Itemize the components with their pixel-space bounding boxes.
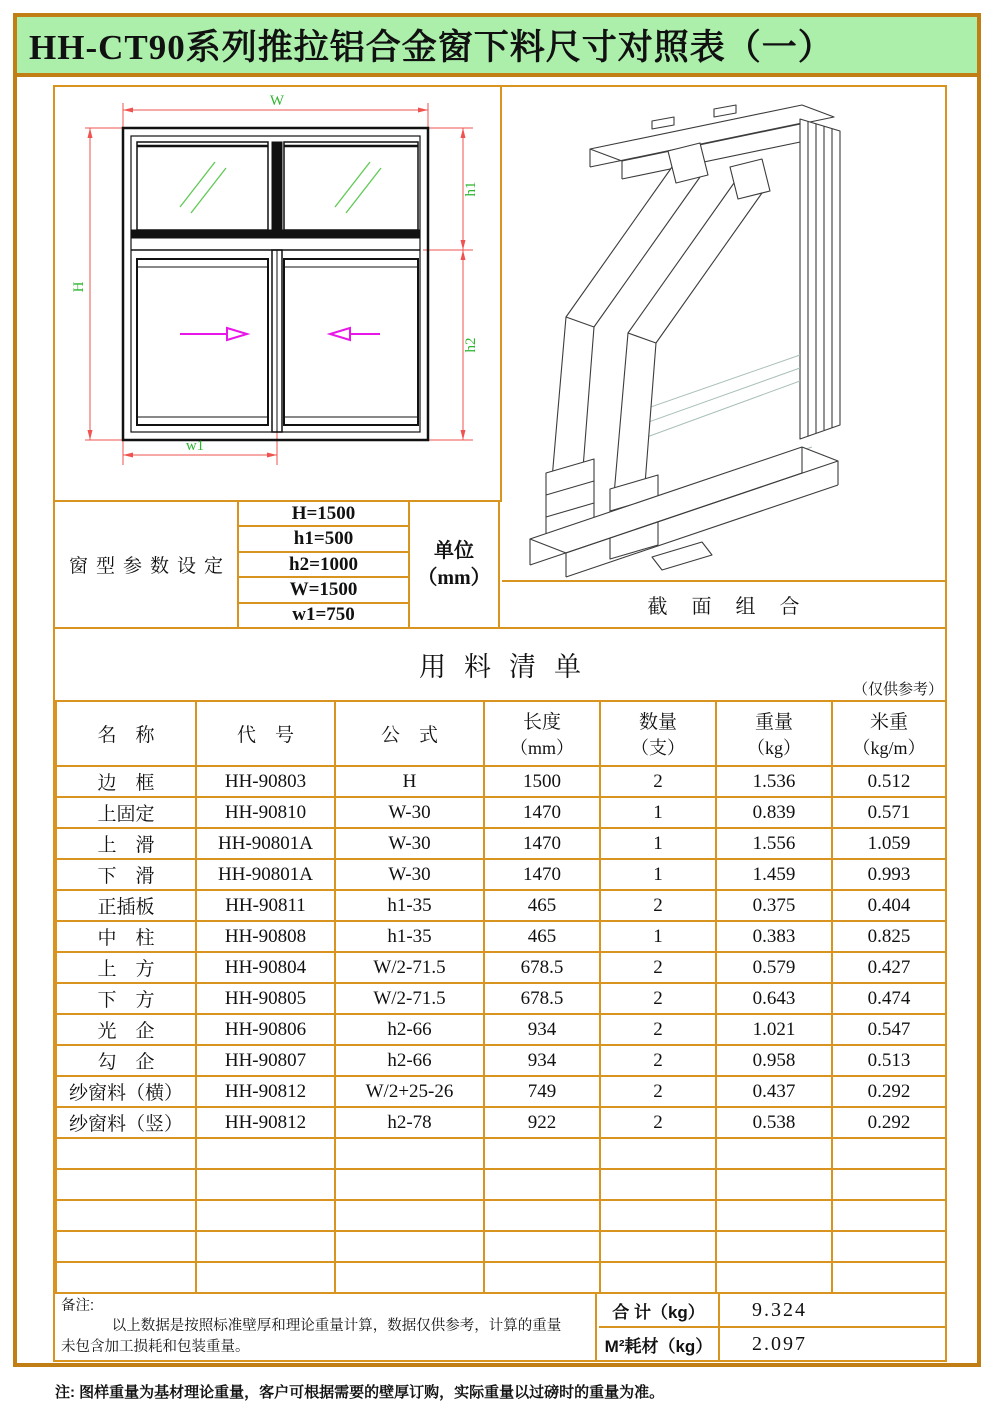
dim-label-W: W	[269, 93, 285, 109]
unit-cell	[410, 502, 498, 627]
bom-cell: H	[335, 766, 484, 797]
bom-cell: 678.5	[484, 952, 600, 983]
bom-cell: 1500	[484, 766, 600, 797]
bom-cell: W/2-71.5	[335, 983, 484, 1014]
bom-title-row	[55, 627, 945, 700]
bom-row	[56, 1045, 946, 1076]
remark-line1: 以上数据是按照标准壁厚和理论重量计算，数据仅供参考，计算的重量	[111, 1318, 562, 1335]
bom-cell: 纱窗料（竖）	[56, 1107, 196, 1138]
bom-cell: 1.459	[716, 859, 832, 890]
bom-table	[55, 700, 947, 1294]
bom-empty-row	[56, 1262, 946, 1293]
remark-box	[55, 1294, 597, 1360]
bom-cell: h2-66	[335, 1045, 484, 1076]
bom-cell: 749	[484, 1076, 600, 1107]
bom-row	[56, 859, 946, 890]
param-h1: h1=500	[239, 527, 408, 552]
bom-cell: 0.292	[832, 1076, 946, 1107]
dim-label-h2: h2	[463, 337, 479, 353]
window-elevation-diagram	[55, 87, 500, 500]
bom-row	[56, 1107, 946, 1138]
bom-cell: 2	[600, 1107, 716, 1138]
bom-cell: 934	[484, 1045, 600, 1076]
bom-cell: 0.993	[832, 859, 946, 890]
bom-row	[56, 952, 946, 983]
bom-cell: 1	[600, 797, 716, 828]
bom-footer	[55, 1294, 945, 1360]
bom-cell: 2	[600, 1076, 716, 1107]
bom-cell: 0.825	[832, 921, 946, 952]
bom-cell: 下 方	[56, 983, 196, 1014]
bom-cell: 465	[484, 921, 600, 952]
bom-cell: 0.437	[716, 1076, 832, 1107]
bom-cell: W-30	[335, 797, 484, 828]
bom-cell: h1-35	[335, 921, 484, 952]
bottom-note: 注: 图样重量为基材理论重量，客户可根据需要的壁厚订购，实际重量以过磅时的重量为准。	[55, 1384, 665, 1401]
per-sqm-label: M²耗材（kg）	[599, 1328, 720, 1360]
bom-cell: 1.556	[716, 828, 832, 859]
cross-section-label: 截面组合	[647, 596, 824, 618]
bom-cell: W-30	[335, 828, 484, 859]
bom-cell: 0.404	[832, 890, 946, 921]
bom-cell: 0.958	[716, 1045, 832, 1076]
unit-value: （mm）	[417, 566, 491, 589]
bom-cell: 0.839	[716, 797, 832, 828]
bom-empty-row	[56, 1231, 946, 1262]
bom-cell: 0.383	[716, 921, 832, 952]
param-H: H=1500	[239, 502, 408, 527]
bom-title: 用料清单	[419, 652, 599, 682]
bom-cell: h1-35	[335, 890, 484, 921]
bom-cell: 纱窗料（横）	[56, 1076, 196, 1107]
reference-only-note: （仅供参考）	[852, 682, 943, 698]
total-weight-value: 9.324	[752, 1298, 807, 1321]
bom-cell: 0.538	[716, 1107, 832, 1138]
param-table-label: 窗型参数设定	[55, 502, 239, 627]
bom-cell: 0.427	[832, 952, 946, 983]
bom-header-code: 代 号	[196, 701, 335, 766]
bom-cell: HH-90803	[196, 766, 335, 797]
bom-cell: 0.512	[832, 766, 946, 797]
bom-cell: HH-90806	[196, 1014, 335, 1045]
bom-cell: 1.021	[716, 1014, 832, 1045]
bom-row	[56, 1076, 946, 1107]
param-w1: w1=750	[292, 604, 355, 626]
bom-header-weight: 重量 （kg）	[716, 701, 832, 766]
bom-cell: 2	[600, 1014, 716, 1045]
bom-cell: 0.292	[832, 1107, 946, 1138]
dim-label-h1: h1	[463, 181, 479, 197]
dim-label-w1: w1	[185, 438, 205, 454]
total-weight-label: 合 计（kg）	[599, 1294, 720, 1326]
remark-line2: 未包含加工损耗和包装重量。	[61, 1338, 250, 1355]
bom-cell: HH-90812	[196, 1107, 335, 1138]
bom-row	[56, 890, 946, 921]
bom-cell: 边 框	[56, 766, 196, 797]
bom-cell: 465	[484, 890, 600, 921]
bom-header-name: 名 称	[56, 701, 196, 766]
bom-cell: 2	[600, 983, 716, 1014]
per-sqm-value: 2.097	[752, 1332, 807, 1355]
bom-cell: 1.536	[716, 766, 832, 797]
document-frame	[13, 13, 981, 1367]
bom-cell: 0.571	[832, 797, 946, 828]
bom-cell: 光 企	[56, 1014, 196, 1045]
bom-cell: 2	[600, 890, 716, 921]
bom-header-formula: 公 式	[335, 701, 484, 766]
window-diagram-cell	[55, 87, 502, 502]
param-values	[239, 502, 410, 627]
bom-cell: 678.5	[484, 983, 600, 1014]
bom-cell: 上固定	[56, 797, 196, 828]
slide-direction-arrows	[180, 328, 380, 340]
bom-cell: 0.547	[832, 1014, 946, 1045]
bom-row	[56, 983, 946, 1014]
bom-cell: 1470	[484, 859, 600, 890]
bom-row	[56, 921, 946, 952]
bom-cell: W/2-71.5	[335, 952, 484, 983]
bom-cell: 2	[600, 952, 716, 983]
bom-cell: 中 柱	[56, 921, 196, 952]
bom-cell: 2	[600, 766, 716, 797]
bom-cell: 上 滑	[56, 828, 196, 859]
bom-cell: 下 滑	[56, 859, 196, 890]
bom-cell: 934	[484, 1014, 600, 1045]
bom-row	[56, 766, 946, 797]
bom-cell: HH-90801A	[196, 828, 335, 859]
bom-cell: HH-90811	[196, 890, 335, 921]
bom-row	[56, 1014, 946, 1045]
remark-label: 备注:	[61, 1298, 95, 1314]
bom-cell: W-30	[335, 859, 484, 890]
bom-cell: 勾 企	[56, 1045, 196, 1076]
bom-empty-row	[56, 1200, 946, 1231]
bom-cell: W/2+25-26	[335, 1076, 484, 1107]
bom-cell: 0.474	[832, 983, 946, 1014]
bom-header-row	[56, 701, 946, 766]
bom-header-length: 长度 （mm）	[484, 701, 600, 766]
bom-cell: 1	[600, 828, 716, 859]
bom-cell: HH-90807	[196, 1045, 335, 1076]
window-parameters	[55, 502, 500, 627]
bom-cell: 2	[600, 1045, 716, 1076]
bom-row	[56, 797, 946, 828]
dim-label-H: H	[71, 281, 87, 293]
bom-cell: 0.513	[832, 1045, 946, 1076]
bom-cell: 正插板	[56, 890, 196, 921]
bom-cell: HH-90804	[196, 952, 335, 983]
bom-empty-row	[56, 1169, 946, 1200]
bom-cell: 0.579	[716, 952, 832, 983]
bom-header-qty: 数量 （支）	[600, 701, 716, 766]
unit-label: 单位	[434, 539, 474, 562]
bom-cell: HH-90801A	[196, 859, 335, 890]
bom-cell: HH-90805	[196, 983, 335, 1014]
bom-cell: 1470	[484, 797, 600, 828]
bom-cell: HH-90812	[196, 1076, 335, 1107]
bom-row	[56, 828, 946, 859]
bom-cell: 0.375	[716, 890, 832, 921]
content-box	[53, 85, 947, 1362]
bom-cell: 1.059	[832, 828, 946, 859]
param-W: W=1500	[239, 578, 408, 603]
bom-cell: 上 方	[56, 952, 196, 983]
totals-box	[599, 1294, 945, 1360]
param-h2: h2=1000	[239, 553, 408, 578]
bom-cell: h2-66	[335, 1014, 484, 1045]
bom-empty-row	[56, 1138, 946, 1169]
bom-cell: 1470	[484, 828, 600, 859]
bom-cell: 0.643	[716, 983, 832, 1014]
bom-cell: HH-90808	[196, 921, 335, 952]
bom-header-mweight: 米重 （kg/m）	[832, 701, 946, 766]
bom-cell: 1	[600, 859, 716, 890]
bom-cell: h2-78	[335, 1107, 484, 1138]
bom-cell: HH-90810	[196, 797, 335, 828]
page-title: HH-CT90系列推拉铝合金窗下料尺寸对照表（一）	[29, 28, 834, 67]
bom-cell: 922	[484, 1107, 600, 1138]
cross-section-cell	[502, 87, 945, 582]
bom-cell: 1	[600, 921, 716, 952]
cross-section-drawing	[502, 87, 945, 580]
title-bar	[17, 17, 977, 77]
